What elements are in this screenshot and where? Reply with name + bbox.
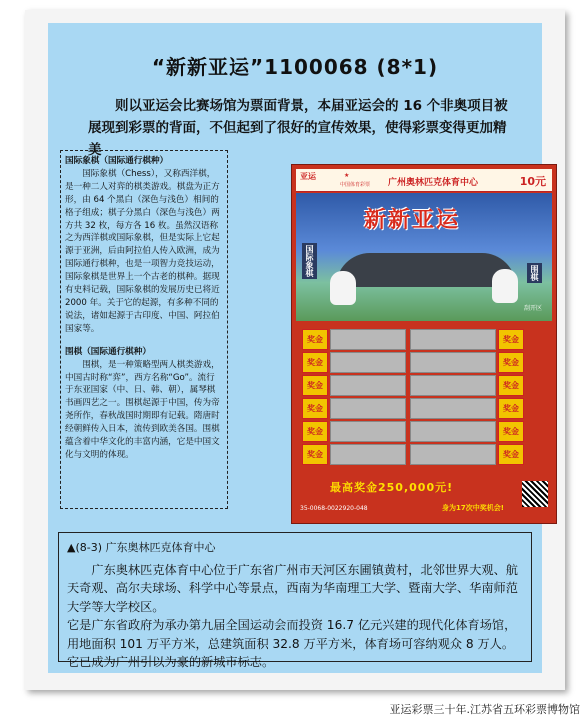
prize-badge: 奖金 (302, 375, 328, 396)
go-tag: 围棋 (527, 263, 542, 283)
game-row (302, 352, 544, 373)
page-title: “新新亚运”1100068 (8*1) (151, 55, 439, 79)
scratch-grid (302, 329, 544, 469)
note-paragraph-1: 广东奥林匹克体育中心位于广东省广州市天河区东圃镇黄村，北邻世界大观、航天奇观、高尔夫球场、科学中心等景点，西南为华南理工大学、暨南大学、华南师范大学等大学校区。 (67, 562, 518, 614)
ticket-slogan: 身为17次中奖机会! (442, 504, 504, 512)
scratch-cell (410, 329, 496, 350)
scratch-cell (410, 398, 496, 419)
ticket-serial: 35-0068-0022920-048 (300, 505, 368, 512)
note-title: ▲(8-3) 广东奥林匹克体育中心 (67, 541, 216, 554)
prize-badge: 奖金 (302, 421, 328, 442)
scratch-cell (410, 352, 496, 373)
prize-badge: 奖金 (302, 329, 328, 350)
prize-badge: 奖金 (302, 398, 328, 419)
scratch-cell (410, 444, 496, 465)
scratch-cell (410, 421, 496, 442)
footer-caption: 亚运彩票三十年.江苏省五环彩票博物馆 (389, 703, 580, 716)
ticket-logo: 亚运 (300, 172, 316, 181)
scratch-cell (330, 444, 406, 465)
go-text: 围棋，是一种策略型两人棋类游戏，中国古时称“弈”，西方名称“Go”。流行于东亚国家（中、日、韩、朝），属琴棋书画四艺之一。围棋起源于中国，传为帝尧所作，春秋战国时期即有记载。隋唐时经朝鲜传入日本，流传到欧美各国。围棋蕴含着中华文化的丰富内涵，它是中国文化与文明的体现。 (65, 359, 220, 460)
go-heading: 围棋（国际通行棋种） (65, 346, 151, 357)
prize-badge: 奖金 (498, 421, 524, 442)
chess-description-box (60, 150, 228, 509)
scratch-cell (410, 375, 496, 396)
game-row (302, 398, 544, 419)
prize-badge: 奖金 (498, 444, 524, 465)
mascot-left-icon (330, 271, 356, 305)
scratch-cell (330, 329, 406, 350)
game-row (302, 375, 544, 396)
game-row (302, 444, 544, 465)
ticket-price: 10元 (519, 175, 546, 188)
ticket-venue: 广州奥林匹克体育中心 (388, 178, 479, 188)
prize-badge: 奖金 (498, 375, 524, 396)
prize-badge: 奖金 (498, 329, 524, 350)
ticket-header (296, 169, 552, 192)
stadium-photo (296, 193, 552, 321)
intro-paragraph: 则以亚运会比赛场馆为票面背景，本届亚运会的 16 个非奥项目被展现到彩票的背面，不但起到了很好的宣传效果，使得彩票变得更加精美 (88, 98, 508, 158)
scratch-cell (330, 421, 406, 442)
qr-code-icon (522, 481, 548, 507)
note-paragraph-2: 它是广东省政府为承办第九届全国运动会而投资 16.7 亿元兴建的现代化体育场馆，用地面积 101 万平方米，总建筑面积 32.8 万平方米，体育场可容纳观众 8 万人。它已成为广州引以为豪的新城市标志。 (67, 618, 517, 669)
prize-badge: 奖金 (498, 398, 524, 419)
lottery-ticket-image (291, 164, 557, 524)
chess-heading: 国际象棋（国际通行棋种） (65, 156, 169, 166)
chess-text: 国际象棋（Chess），又称西洋棋，是一种二人对弈的棋类游戏。棋盘为正方形，由 64 个黑白（深色与浅色）相间的格子组成；棋子分黑白（深色与浅色）两方共 32 枚，每方各 16 枚。虽然汉语称之为西洋棋或国际象棋，但是实际上它起源于亚洲，后由阿拉伯人传入欧洲，成为国际通行棋种，也是一项智力竞技运动，国际象棋是世界上一个古老的棋种。据现有史料记载，国际象棋的发展历史已将近 2000 年。关于它的起源，有多种不同的说法，诸如起源于古印度、中国、阿拉伯国家等。 (65, 168, 220, 334)
album-page (25, 10, 565, 690)
content-panel (48, 23, 546, 673)
chess-tag: 国际象棋 (302, 243, 317, 279)
stadium-building (336, 253, 516, 287)
ticket-game-name: 新新亚运 (364, 208, 461, 233)
game-row (302, 329, 544, 350)
game-row (302, 421, 544, 442)
lottery-name: 中国体育彩票 (340, 182, 371, 188)
scratch-cell (330, 398, 406, 419)
scratch-hint: 刮开区 (523, 305, 542, 312)
max-prize-text: 最高奖金250,000元! (330, 481, 454, 494)
lottery-logo-icon: ★ (344, 172, 350, 179)
venue-note-box (58, 532, 532, 669)
mascot-right-icon (492, 269, 518, 303)
scratch-cell (330, 352, 406, 373)
prize-badge: 奖金 (302, 444, 328, 465)
prize-badge: 奖金 (302, 352, 328, 373)
prize-badge: 奖金 (498, 352, 524, 373)
scratch-cell (330, 375, 406, 396)
